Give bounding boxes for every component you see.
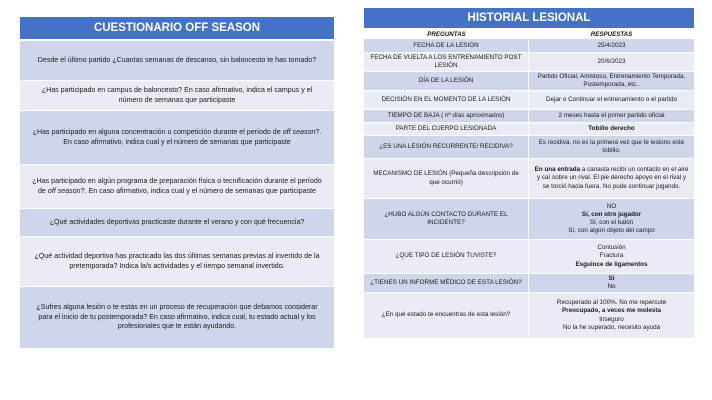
bold-text: Tobillo derecho [588,124,635,132]
answer-line [590,219,633,227]
text-segment: Sí, con el balón [589,219,634,226]
answer-cell [529,40,694,52]
injury-history-row [364,53,694,72]
answer-cell [529,159,694,198]
injury-history-row [364,159,694,199]
text-segment: ¿Qué actividad deportiva has practicado las dos últimas semanas previas al invertido de la pretemporada? Indica la/s actividades y el tiempo semanal invertido. [34,252,320,270]
text-segment: Inseguro [599,315,624,323]
text-segment: ¿Qué actividades deportivas practicaste durante el verano y con qué frecuencia? [49,217,305,226]
off-season-question [20,41,334,81]
injury-history-row [364,240,694,274]
text-segment: NO [606,202,617,210]
question-cell: ¿TIENES UN INFORME MÉDICO DE ESTA LESIÓN? [364,274,529,292]
answer-cell [529,240,694,273]
column-header-questions: PREGUNTAS [364,29,529,40]
text-segment: Sí, con algún objeto del campo [568,227,655,235]
question-cell: ¿QUE TIPO DE LESIÓN TUVISTE? [364,240,529,273]
text-segment: Recuperado al 100%. No me repercute [556,299,667,307]
off-season-question [20,111,334,165]
injury-history-row [364,40,694,53]
injury-history-column-headers [364,29,694,40]
question-cell: PARTE DEL CUERPO LESIONADA [364,123,529,135]
bold-text: Preocupado, a veces me molesta [561,307,662,315]
injury-history-row [364,293,694,339]
off-season-question [20,81,334,111]
answer-line [533,139,690,155]
answer-line [597,58,625,66]
bold-text: Sí [608,274,615,282]
question-text [30,252,324,271]
text-segment: Contusión [597,244,626,252]
question-cell: ¿En qué estado te encuentras de esta lesión? [364,293,529,338]
question-text [30,86,324,105]
text-segment: ?. En caso afirmativo, indica cual y el número de semanas que participaste [80,186,316,195]
text-segment: ¿Has participado en campus de baloncesto? En caso afirmativo, indica el campus y el número de semanas que participaste [41,86,313,104]
injury-history-row [364,199,694,240]
text-segment: ¿Has participado en alguna concentración u competición durante el período de [32,128,283,137]
answer-line [588,125,634,133]
text-segment: Desde el último partido ¿Cuantas semanas de descanso, sin baloncesto te has tomado? [37,55,317,64]
answer-line [607,283,615,291]
answer-line [558,112,664,120]
answer-line [597,244,625,252]
answer-line [533,166,690,191]
answer-cell [529,136,694,158]
answer-line [600,252,623,260]
injury-history-title: HISTORIAL LESIONAL [364,8,694,29]
off-season-questionnaire [20,17,334,349]
text-segment: ?. En caso afirmativo, indica cual y el número de semanas que participaste [63,128,322,146]
bold-text: Esguince de ligamentos [575,260,648,268]
answer-line [562,307,661,315]
text-segment: 2 meses hasta el primer partido oficial [558,111,665,119]
question-text [50,218,305,227]
text-segment: ¿Sufres alguna lesión o te estás en un proceso de recuperación que debamos considerar para el inicio de tu postemporada? En caso afirmativo, indica cual, tu estado actual y los profesionales que te están ayudando. [36,303,318,331]
text-segment: No la he superado, necesito ayuda [562,323,661,331]
injury-history-row [364,274,694,293]
question-text [30,177,324,196]
question-text [30,303,324,331]
question-cell: ¿HUBO ALGÚN CONTACTO DURANTE EL INCIDENTE? [364,199,529,239]
text-segment: Partido Oficial, Amistoso, Entrenamiento Temporada, Postemporada, etc.. [537,72,686,88]
answer-line [546,96,677,104]
injury-history-rows [364,40,694,339]
answer-line [533,73,690,89]
answer-line [568,227,654,235]
answer-line [575,261,647,269]
answer-line [599,316,624,324]
injury-history-row [364,136,694,159]
italic-text: off season [282,128,316,137]
text-segment: ¿Has participado en algún programa de preparación física o tecnificación durante el período de [32,177,322,195]
answer-cell [529,72,694,90]
question-text [30,128,324,147]
answer-cell [529,123,694,135]
column-header-answers: RESPUESTAS [529,29,694,40]
text-segment: Fractura [599,252,624,260]
injury-history-row [364,72,694,91]
off-season-question [20,287,334,349]
bold-text: En una entrada [534,166,581,174]
bold-text: Sí, con otro jugador [581,210,642,218]
answer-line [582,211,641,219]
question-cell: DÍA DE LA LESIÓN [364,72,529,90]
injury-history-row [364,123,694,136]
question-cell: DECISIÓN EN EL MOMENTO DE LA LESIÓN [364,91,529,109]
injury-history-row [364,91,694,110]
italic-text: off season [47,186,81,195]
off-season-question [20,209,334,237]
text-segment: 20/6/2023 [597,57,626,65]
text-segment: Es recidiva, no es la primera vez que te lesiono este tobillo. [538,138,685,154]
off-season-question-list [20,41,334,349]
off-season-title: CUESTIONARIO OFF SEASON [20,17,334,41]
text-segment: No [607,283,616,290]
answer-line [597,42,625,50]
answer-cell [529,274,694,292]
text-segment: 25/4/2023 [597,41,626,49]
answer-cell [529,53,694,71]
injury-history-row [364,110,694,123]
answer-cell [529,110,694,122]
answer-cell [529,91,694,109]
answer-cell [529,293,694,338]
text-segment: Dejar o Continuar el entrenamiento o el partido [546,95,677,103]
off-season-question [20,237,334,287]
question-cell: TIEMPO DE BAJA ( nº días aproximados) [364,110,529,122]
answer-line [557,299,666,307]
question-cell: FECHA DE LA LESIÓN [364,40,529,52]
question-cell: MECANISMO DE LESIÓN (Pequeña descripción de que ocurrió) [364,159,529,198]
answer-line [563,324,660,332]
injury-history-table [364,8,694,339]
text-segment: a canasta recibí un contacto en el aire y caí sobre un rival. El pie derecho apoyo en el rival y se torció hacia fuera. No pude continuar jugando. [536,166,689,190]
question-cell: ¿ES UNA LESIÓN RECURRENTE/ RECIDIVA? [364,136,529,158]
answer-line [607,203,616,211]
question-cell: FECHA DE VUELTA A LOS ENTRENAMIENTO POST LESIÓN [364,53,529,71]
question-text [38,56,316,65]
answer-cell [529,199,694,239]
answer-line [609,275,615,283]
off-season-question [20,165,334,209]
